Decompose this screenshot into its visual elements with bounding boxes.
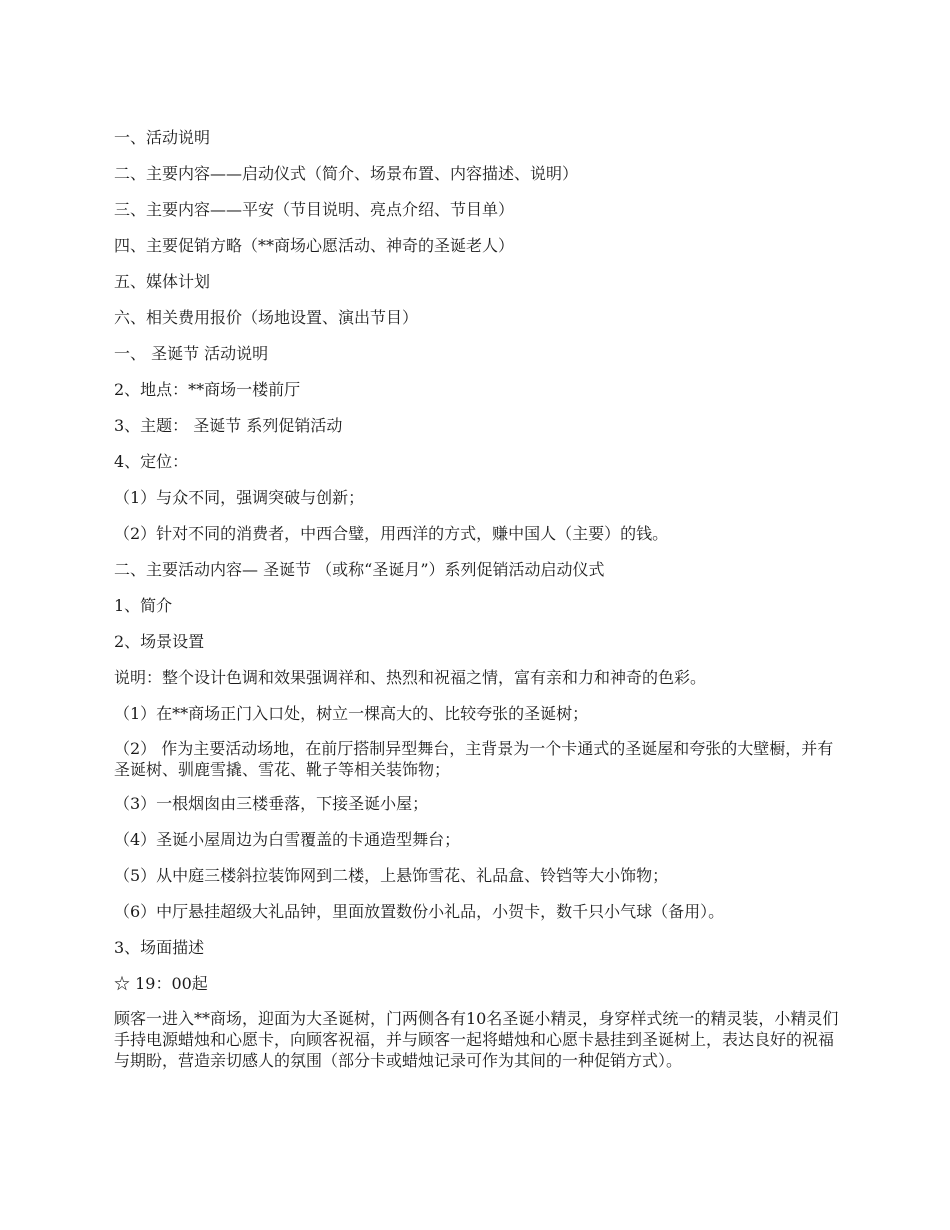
text-line: （5）从中庭三楼斜拉装饰网到二楼，上悬饰雪花、礼品盒、铃铛等大小饰物； bbox=[114, 866, 669, 885]
text-line: 说明：整个设计色调和效果强调祥和、热烈和祝福之情，富有亲和力和神奇的色彩。 bbox=[114, 668, 707, 687]
text-line: （2）针对不同的消费者，中西合璧，用西洋的方式，赚中国人（主要）的钱。 bbox=[114, 524, 669, 543]
toc-item-1: 一、活动说明 bbox=[114, 128, 211, 147]
text-line: （1）在**商场正门入口处，树立一棵高大的、比较夸张的圣诞树； bbox=[114, 704, 589, 723]
text-line: （1）与众不同，强调突破与创新； bbox=[114, 488, 365, 507]
toc-item-2: 二、主要内容——启动仪式（简介、场景布置、内容描述、说明） bbox=[114, 164, 579, 183]
toc-item-5: 五、媒体计划 bbox=[114, 272, 211, 291]
text-paragraph: （2） 作为主要活动场地，在前厅搭制异型舞台，主背景为一个卡通式的圣诞屋和夸张的大壁橱，并有圣诞树、驯鹿雪撬、雪花、靴子等相关装饰物； bbox=[114, 739, 834, 779]
subheading: 3、场面描述 bbox=[114, 938, 205, 957]
document-page bbox=[114, 126, 844, 1083]
section-heading-2: 二、主要活动内容— 圣诞节 （或称“圣诞月”）系列促销活动启动仪式 bbox=[114, 560, 605, 579]
section-heading-1: 一、 圣诞节 活动说明 bbox=[114, 344, 269, 363]
text-line: （6）中厅悬挂超级大礼品钟，里面放置数份小礼品，小贺卡，数千只小气球（备用）。 bbox=[114, 902, 725, 921]
toc-item-3: 三、主要内容——平安（节目说明、亮点介绍、节目单） bbox=[114, 200, 515, 219]
text-line: 3、主题： 圣诞节 系列促销活动 bbox=[114, 416, 343, 435]
toc-item-6: 六、相关费用报价（场地设置、演出节目） bbox=[114, 308, 419, 327]
time-marker: ☆ 19：00起 bbox=[114, 974, 208, 993]
subheading: 2、场景设置 bbox=[114, 632, 205, 651]
toc-item-4: 四、主要促销方略（**商场心愿活动、神奇的圣诞老人） bbox=[114, 236, 515, 255]
text-paragraph: 顾客一进入**商场，迎面为大圣诞树，门两侧各有10名圣诞小精灵，身穿样式统一的精灵装，小精灵们手持电源蜡烛和心愿卡，向顾客祝福，并与顾客一起将蜡烛和心愿卡悬挂到圣诞树上，表达良好的祝福与期盼，营造亲切感人的氛围（部分卡或蜡烛记录可作为其间的一种促销方式）。 bbox=[114, 1009, 839, 1070]
text-line: 4、定位： bbox=[114, 452, 189, 471]
text-line: （4）圣诞小屋周边为白雪覆盖的卡通造型舞台； bbox=[114, 830, 461, 849]
text-line: （3）一根烟囱由三楼垂落，下接圣诞小屋； bbox=[114, 794, 429, 813]
subheading: 1、简介 bbox=[114, 596, 173, 615]
text-line: 2、地点：**商场一楼前厅 bbox=[114, 380, 301, 399]
